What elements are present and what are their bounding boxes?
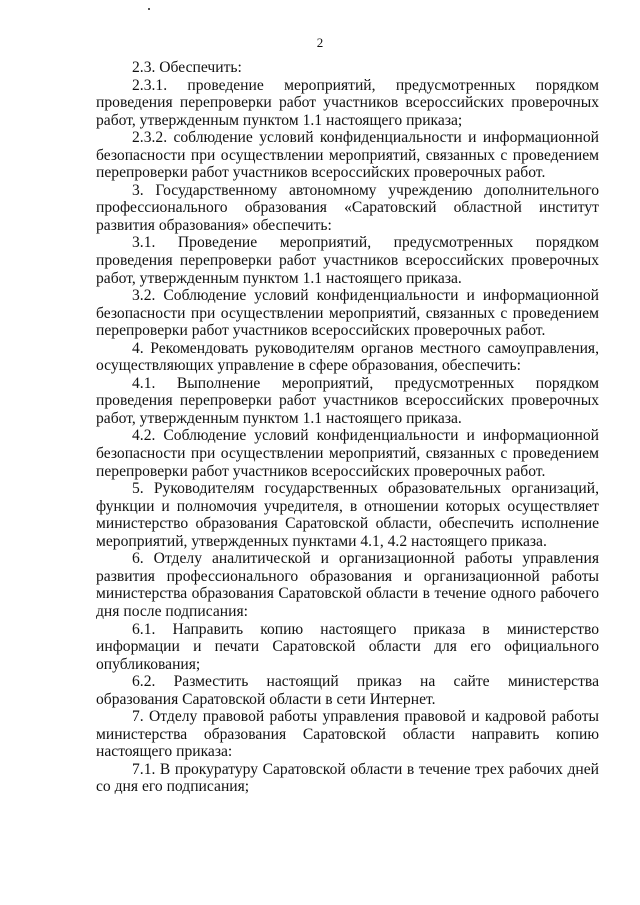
- paragraph-4: 4. Рекомендовать руководителям органов местного самоуправления, осуществляющих управление в сфере образования, обеспечить:: [96, 339, 599, 375]
- paragraph-4-2: 4.2. Соблюдение условий конфиденциальности и информационной безопасности при осуществлении мероприятий, связанных с проведением перепроверки работ участников всероссийских проверочных работ.: [96, 427, 599, 480]
- paragraph-3-1: 3.1. Проведение мероприятий, предусмотренных порядком проведения перепроверки работ участников всероссийских проверочных работ, утвержденным пунктом 1.1 настоящего приказа.: [96, 234, 599, 287]
- paragraph-7-1: 7.1. В прокуратуру Саратовской области в течение трех рабочих дней со дня его подписания;: [96, 760, 599, 796]
- paragraph-2-3-2: 2.3.2. соблюдение условий конфиденциальности и информационной безопасности при осуществлении мероприятий, связанных с проведением перепроверки работ участников всероссийских проверочных работ.: [96, 129, 599, 182]
- paragraph-4-1: 4.1. Выполнение мероприятий, предусмотренных порядком проведения перепроверки работ участников всероссийских проверочных работ, утвержденным пунктом 1.1 настоящего приказа.: [96, 374, 599, 427]
- paragraph-6: 6. Отделу аналитической и организационной работы управления развития профессионального образования и организационной работы министерства образования Саратовской области в течение одного рабочего дня после подписания:: [96, 550, 599, 620]
- paragraph-2-3: 2.3. Обеспечить:: [132, 59, 242, 76]
- paragraph-3-2: 3.2. Соблюдение условий конфиденциальности и информационной безопасности при осуществлении мероприятий, связанных с проведением перепроверки работ участников всероссийских проверочных работ.: [96, 287, 599, 340]
- paragraph-6-1: 6.1. Направить копию настоящего приказа в министерство информации и печати Саратовской области для его официального опубликования;: [96, 620, 599, 673]
- paragraph-5: 5. Руководителям государственных образовательных организаций, функции и полномочия учредителя, в отношении которых осуществляет министерство образования Саратовской области, обеспечить исполнение мероприятий, утвержденных пунктами 4.1, 4.2 настоящего приказа.: [96, 480, 599, 550]
- paragraph-7: 7. Отделу правовой работы управления правовой и кадровой работы министерства образования Саратовской области направить копию настоящего приказа:: [96, 708, 599, 761]
- paragraph-3: 3. Государственному автономному учреждению дополнительного профессионального образования «Саратовский областной институт развития образования» обеспечить:: [96, 181, 599, 234]
- page-number: 2: [316, 35, 324, 50]
- paragraph-2-3-1: 2.3.1. проведение мероприятий, предусмотренных порядком проведения перепроверки работ участников всероссийских проверочных работ, утвержденным пунктом 1.1 настоящего приказа;: [96, 76, 599, 129]
- paragraph-6-2: 6.2. Разместить настоящий приказ на сайте министерства образования Саратовской области в сети Интернет.: [96, 673, 599, 708]
- scan-speck: [148, 8, 150, 10]
- document-body: [96, 59, 599, 796]
